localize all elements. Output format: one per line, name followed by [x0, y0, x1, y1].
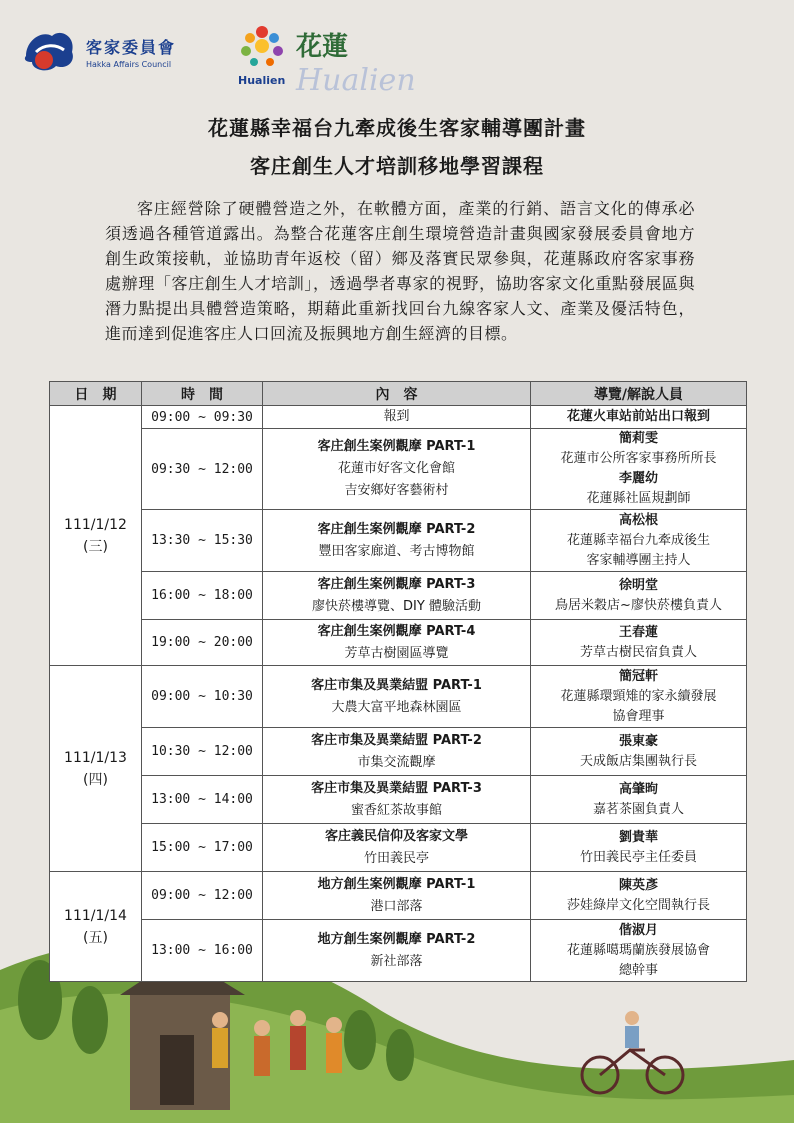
content-detail: 新社部落 [370, 953, 423, 969]
date-cell [50, 406, 142, 666]
content-title: 客庄創生案例觀摩 PART-1 [317, 439, 476, 454]
time-cell: 13:00 ~ 16:00 [142, 920, 263, 982]
content-detail: 豐田客家廊道、考古博物館 [318, 543, 475, 559]
content-title: 客庄義民信仰及客家文學 [324, 828, 468, 844]
guide-title: 花蓮縣幸福台九牽成後生 [566, 532, 710, 548]
guide-title: 嘉茗茶園負責人 [592, 801, 684, 817]
schedule-body [50, 406, 747, 982]
date-cell [50, 666, 142, 872]
content-detail: 吉安鄉好客藝術村 [344, 483, 449, 498]
guide-cell [531, 872, 747, 920]
guide-name: 花蓮火車站前站出口報到 [566, 409, 710, 424]
header-content: 內 容 [263, 382, 531, 406]
header-time: 時 間 [142, 382, 263, 406]
intro-paragraph [105, 196, 695, 346]
hakka-council-name-cn: 客家委員會 [86, 38, 177, 57]
header-date: 日 期 [50, 382, 142, 406]
content-detail: 廖快菸樓導覽、DIY 體驗活動 [312, 598, 481, 614]
guide-name: 張東豪 [618, 733, 658, 749]
time-cell: 10:30 ~ 12:00 [142, 728, 263, 776]
table-row [50, 510, 747, 572]
date-text: 111/1/13 [64, 749, 127, 766]
time-cell: 09:30 ~ 12:00 [142, 429, 263, 510]
table-row [50, 429, 747, 510]
weekday-text: (三) [83, 538, 108, 555]
table-row [50, 406, 747, 429]
hualien-cn: 花蓮 [296, 32, 349, 62]
content-title: 客庄創生案例觀摩 PART-4 [317, 623, 476, 639]
content-title: 客庄創生案例觀摩 PART-2 [317, 521, 476, 537]
schedule-table [49, 381, 747, 982]
content-cell [263, 872, 531, 920]
hualien-logo [232, 22, 442, 98]
guide-title: 協會理事 [612, 708, 665, 724]
content-detail: 蜜香紅茶故事館 [350, 802, 442, 818]
weekday-text: (五) [83, 929, 108, 946]
header-guide: 導覽/解說人員 [531, 382, 747, 406]
time-cell: 15:00 ~ 17:00 [142, 824, 263, 872]
hakka-affairs-council-logo [22, 26, 176, 78]
time-cell: 13:00 ~ 14:00 [142, 776, 263, 824]
time-cell: 09:00 ~ 10:30 [142, 666, 263, 728]
content-title: 客庄創生案例觀摩 PART-3 [317, 576, 476, 592]
guide-title: 客家輔導團主持人 [586, 552, 691, 568]
guide-cell [531, 728, 747, 776]
content-title: 報到 [383, 409, 410, 424]
content-cell [263, 572, 531, 620]
guide-name: 徐明堂 [618, 577, 658, 593]
guide-title: 總幹事 [618, 962, 658, 978]
content-title: 地方創生案例觀摩 PART-2 [317, 931, 476, 947]
guide-title: 花蓮縣環頸雉的家永續發展 [560, 688, 717, 704]
table-row [50, 620, 747, 666]
content-cell [263, 620, 531, 666]
content-cell [263, 666, 531, 728]
table-row [50, 728, 747, 776]
guide-name: 高肇昫 [618, 781, 658, 797]
time-cell: 19:00 ~ 20:00 [142, 620, 263, 666]
table-row [50, 776, 747, 824]
content-detail: 竹田義民亭 [363, 850, 429, 866]
date-cell [50, 872, 142, 982]
hakka-council-name-en: Hakka Affairs Council [86, 60, 172, 69]
guide-cell [531, 620, 747, 666]
table-row [50, 666, 747, 728]
intro-text: 客庄經營除了硬體營造之外，在軟體方面，產業的行銷、語言文化的傳承必須透過各種管道露出。為整合花蓮客庄創生環境營造計畫與國家發展委員會地方創生政策接軌，並協助青年返校（留）鄉及落實民眾參與，花蓮縣政府客家事務處辦理「客庄創生人才培訓」，透過學者專家的視野，協助客家文化重點發展區與潛力點提出具體營造策略，期藉此重新找回台九線客家人文、產業及優活特色，進而達到促進客庄人口回流及振興地方創生經濟的目標。 [105, 199, 695, 343]
guide-cell [531, 429, 747, 510]
guide-name: 簡冠軒 [618, 668, 658, 684]
guide-title: 莎娃綠岸文化空間執行長 [566, 897, 710, 913]
guide-name: 陳英彥 [618, 877, 658, 893]
guide-title: 花蓮縣社區規劃師 [586, 491, 691, 506]
hakka-mountain-icon [22, 26, 78, 78]
content-detail: 大農大富平地森林園區 [331, 699, 462, 715]
guide-cell [531, 824, 747, 872]
content-cell [263, 728, 531, 776]
table-row [50, 872, 747, 920]
hualien-script-text: Hualien [296, 63, 416, 98]
time-cell: 09:00 ~ 12:00 [142, 872, 263, 920]
guide-cell [531, 510, 747, 572]
header-logos [22, 22, 442, 98]
guide-name: 劉貴華 [618, 829, 658, 845]
guide-title: 天成飯店集團執行長 [579, 753, 697, 769]
guide-cell [531, 572, 747, 620]
schedule-header-row [50, 382, 747, 406]
weekday-text: (四) [83, 771, 108, 788]
content-detail: 芳草古樹園區導覽 [344, 645, 449, 661]
time-cell: 09:00 ~ 09:30 [142, 406, 263, 429]
hualien-flower-icon [232, 22, 292, 90]
guide-cell [531, 666, 747, 728]
guide-title: 竹田義民亭主任委員 [579, 849, 697, 865]
date-text: 111/1/12 [64, 516, 127, 533]
document-title: 花蓮縣幸福台九牽成後生客家輔導團計畫 [208, 116, 586, 140]
guide-name: 王春蓮 [618, 624, 658, 640]
guide-name: 高松根 [618, 512, 658, 528]
content-title: 客庄市集及異業結盟 PART-2 [311, 732, 482, 748]
content-title: 客庄市集及異業結盟 PART-1 [311, 677, 482, 693]
guide-name: 偕淑月 [618, 922, 658, 938]
guide-title: 花蓮縣噶瑪蘭族發展協會 [566, 942, 710, 958]
table-row [50, 572, 747, 620]
hualien-wordmark [296, 26, 442, 98]
content-cell [263, 776, 531, 824]
content-cell [263, 510, 531, 572]
content-cell [263, 920, 531, 982]
content-cell [263, 824, 531, 872]
guide-cell [531, 920, 747, 982]
guide-cell [531, 406, 747, 429]
guide-title: 芳草古樹民宿負責人 [579, 644, 697, 660]
table-row [50, 824, 747, 872]
content-detail: 花蓮市好客文化會館 [337, 461, 455, 476]
content-cell [263, 429, 531, 510]
content-detail: 市集交流觀摩 [357, 754, 436, 770]
content-title: 地方創生案例觀摩 PART-1 [317, 876, 476, 892]
date-text: 111/1/14 [64, 907, 127, 924]
guide-name: 李麗幼 [618, 471, 658, 486]
table-row [50, 920, 747, 982]
guide-cell [531, 776, 747, 824]
content-detail: 港口部落 [370, 898, 423, 914]
guide-title: 鳥居米穀店~廖快菸樓負責人 [555, 597, 722, 613]
content-cell [263, 406, 531, 429]
hualien-small-label: Hualien [238, 74, 286, 87]
document-subtitle: 客庄創生人才培訓移地學習課程 [250, 154, 544, 178]
guide-name: 簡莉雯 [618, 431, 658, 446]
content-title: 客庄市集及異業結盟 PART-3 [311, 780, 482, 796]
guide-title: 花蓮市公所客家事務所所長 [560, 451, 717, 466]
time-cell: 13:30 ~ 15:30 [142, 510, 263, 572]
time-cell: 16:00 ~ 18:00 [142, 572, 263, 620]
